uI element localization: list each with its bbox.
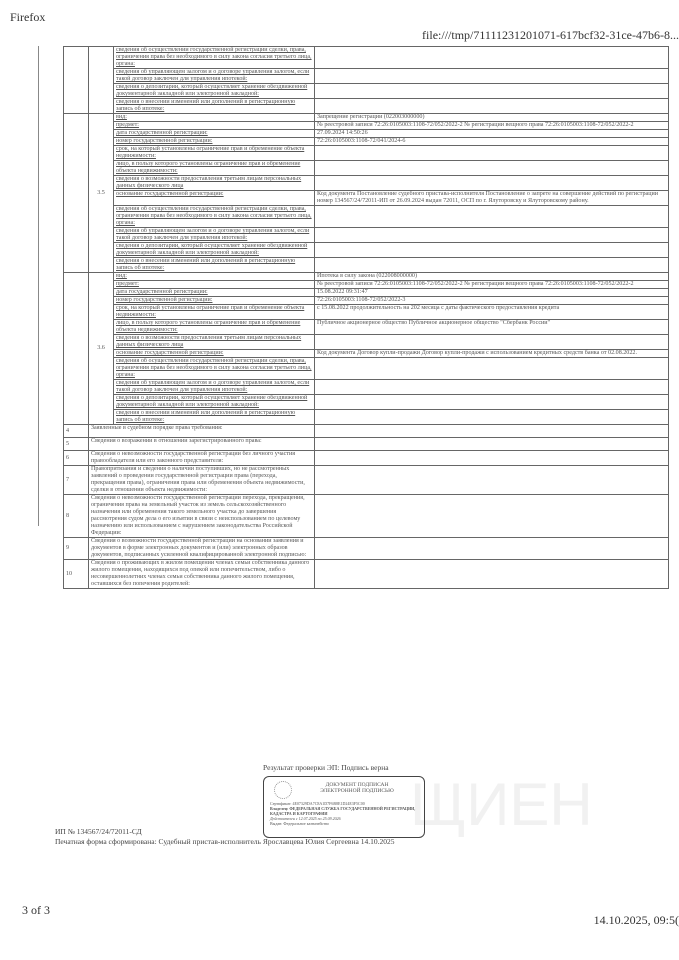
section-number xyxy=(64,114,89,273)
section-label: Сведения о невозможности государственной регистрации перехода, прекращения, ограничения права на земельный участок из земель сельскохозяйственного назначения или обременения такого земельного участка до завершения рассмотрения судом дела о его изъятии в связи с неиспользованием по целевому назначению или использованием с нарушением законодательства Российской Федерации: xyxy=(89,495,315,538)
row-value xyxy=(315,84,669,99)
row-value xyxy=(315,69,669,84)
e-signature-stamp xyxy=(263,776,425,838)
table-row xyxy=(64,538,669,560)
row-label: лицо, в пользу которого установлены ограничение прав и обременение объекта недвижимости: xyxy=(114,320,315,335)
section-value xyxy=(315,495,669,538)
row-value: 27.09.2024 14:50:26 xyxy=(315,130,669,138)
table-row xyxy=(64,191,669,206)
row-label: сведения о внесении изменений или дополнений в регистрационную запись об ипотеке: xyxy=(114,258,315,273)
table-row xyxy=(64,99,669,114)
section-number: 6 xyxy=(64,451,89,466)
signature-check-result: Результат проверки ЭП: Подпись верна xyxy=(263,763,389,772)
table-row xyxy=(64,358,669,380)
emblem-icon xyxy=(274,781,292,799)
table-row xyxy=(64,289,669,297)
stamp-line: Сертификат: 4E07329DA7C8A1D7F6B8E1D24E3F5C00 xyxy=(270,801,365,806)
page-counter: 3 of 3 xyxy=(22,903,50,917)
row-value: № реестровой записи 72:26:0105003:1108-72/052/2022-2 № регистрации вещного права 72:26:0105003:1108-72/052/2022-2 xyxy=(315,122,669,130)
row-value xyxy=(315,258,669,273)
row-label: сведения о возможности предоставления третьим лицам персональных данных физического лица xyxy=(114,176,315,191)
table-row xyxy=(64,47,669,69)
section-value xyxy=(315,538,669,560)
row-value: № реестровой записи 72:26:0105003:1108-72/052/2022-2 № регистрации вещного права 72:26:0105003:1108-72/052/2022-2 xyxy=(315,281,669,289)
table-row xyxy=(64,228,669,243)
table-row xyxy=(64,258,669,273)
stamp-title: ДОКУМЕНТ ПОДПИСАН ЭЛЕКТРОННОЙ ПОДПИСЬЮ xyxy=(320,782,394,794)
row-value: Код документа Договор купли-продажи Договор купли-продажи с использованием кредитных средств банка от 02.08.2022. xyxy=(315,350,669,358)
section-number: 9 xyxy=(64,538,89,560)
row-value xyxy=(315,176,669,191)
row-value xyxy=(315,410,669,425)
table-row xyxy=(64,297,669,305)
row-value: 72:26:0105003:1108-72/052/2022-3 xyxy=(315,297,669,305)
table-row xyxy=(64,410,669,425)
section-number xyxy=(64,273,89,425)
row-value xyxy=(315,358,669,380)
row-value xyxy=(315,335,669,350)
row-value xyxy=(315,161,669,176)
print-datetime: 14.10.2025, 09:5( xyxy=(593,913,679,927)
subsection-number xyxy=(89,47,114,114)
section-value xyxy=(315,560,669,589)
table-row xyxy=(64,466,669,495)
enforcement-number: ИП № 134567/24/72011-СД xyxy=(55,827,142,836)
row-label: сведения об осуществлении государственной регистрации сделки, права, ограничения права без необходимого в силу закона согласия третьего лица, органа: xyxy=(114,206,315,228)
table-row xyxy=(64,273,669,281)
table-row xyxy=(64,495,669,538)
row-label: сведения о депозитарии, который осуществляет хранение обездвиженной документарной закладной или электронной закладной: xyxy=(114,243,315,258)
row-value xyxy=(315,47,669,69)
row-label: дата государственной регистрации: xyxy=(114,289,315,297)
section-number: 4 xyxy=(64,425,89,438)
row-label: сведения об осуществлении государственной регистрации сделки, права, ограничения права без необходимого в силу закона согласия третьего лица, органа: xyxy=(114,47,315,69)
row-label: вид: xyxy=(114,114,315,122)
row-label: основание государственной регистрации: xyxy=(114,191,315,206)
table-row xyxy=(64,176,669,191)
row-label: основание государственной регистрации: xyxy=(114,350,315,358)
table-row xyxy=(64,305,669,320)
page-url: file:///tmp/71111231201071-617bcf32-31ce-47b6-8... xyxy=(422,28,679,42)
section-number: 5 xyxy=(64,438,89,451)
browser-title: Firefox xyxy=(10,10,46,24)
subsection-number: 3.5 xyxy=(89,114,114,273)
section-value xyxy=(315,466,669,495)
table-row xyxy=(64,560,669,589)
row-value: 72:26:0105003:1108-72/041/2024-6 xyxy=(315,138,669,146)
subsection-number: 3.6 xyxy=(89,273,114,425)
table-row xyxy=(64,281,669,289)
table-row xyxy=(64,84,669,99)
watermark: ЩИЕН xyxy=(410,771,593,838)
row-value xyxy=(315,380,669,395)
row-label: предмет: xyxy=(114,122,315,130)
row-label: вид: xyxy=(114,273,315,281)
table-row xyxy=(64,138,669,146)
row-value: Код документа Постановление судебного пристава-исполнителя Постановление о запрете на совершение действий по регистрации номер 134567/24/72011-ИП от 26.09.2024 выдан 72011, ОСП по г. Ялуторовску и Ялуторовскому району. xyxy=(315,191,669,206)
stamp-line: Действителен с 12.07.2025 по 25.09.2026 xyxy=(270,816,341,821)
row-label: сведения об осуществлении государственной регистрации сделки, права, ограничения права без необходимого в силу закона согласия третьего лица, органа: xyxy=(114,358,315,380)
section-label: Сведения о невозможности государственной регистрации без личного участия правообладателя или его законного представителя: xyxy=(89,451,315,466)
row-value xyxy=(315,243,669,258)
row-label: номер государственной регистрации: xyxy=(114,297,315,305)
table-row xyxy=(64,395,669,410)
row-label: сведения о внесении изменений или дополнений в регистрационную запись об ипотеке: xyxy=(114,410,315,425)
row-label: сведения о возможности предоставления третьим лицам персональных данных физического лица xyxy=(114,335,315,350)
encumbrance-table xyxy=(63,46,669,589)
table-row xyxy=(64,130,669,138)
row-label: сведения об управляющем залогом и о договоре управления залогом, если такой договор заключен для управления ипотекой: xyxy=(114,380,315,395)
table-row xyxy=(64,425,669,438)
table-row xyxy=(64,122,669,130)
row-label: предмет: xyxy=(114,281,315,289)
row-label: срок, на который установлены ограничение прав и обременение объекта недвижимости: xyxy=(114,146,315,161)
row-label: дата государственной регистрации: xyxy=(114,130,315,138)
table-row xyxy=(64,335,669,350)
row-value xyxy=(315,206,669,228)
row-value: Запрещение регистрации (022003000000) xyxy=(315,114,669,122)
row-value: Ипотека в силу закона (022008000000) xyxy=(315,273,669,281)
table-row xyxy=(64,161,669,176)
table-row xyxy=(64,380,669,395)
row-value xyxy=(315,146,669,161)
section-number: 10 xyxy=(64,560,89,589)
section-label: Сведения о проживающих в жилом помещении членах семьи собственника данного жилого помещения, находящихся под опекой или попечительством, либо о несовершеннолетних членах семьи собственника данного жилого помещения, оставшихся без попечения родителей: xyxy=(89,560,315,589)
section-number xyxy=(64,47,89,114)
table-row xyxy=(64,438,669,451)
section-label: Заявленные в судебном порядке права требования: xyxy=(89,425,315,438)
table-row xyxy=(64,320,669,335)
printed-by: Печатная форма сформирована: Судебный пристав-исполнитель Ярославцева Юлия Сергеевна 14.10.2025 xyxy=(55,837,395,846)
section-number: 8 xyxy=(64,495,89,538)
row-label: лицо, в пользу которого установлены ограничение прав и обременение объекта недвижимости: xyxy=(114,161,315,176)
row-label: сведения о депозитарии, который осуществляет хранение обездвиженной документарной закладной или электронной закладной: xyxy=(114,84,315,99)
row-value: 15.08.2022 09:31:47 xyxy=(315,289,669,297)
row-label: сведения о внесении изменений или дополнений в регистрационную запись об ипотеке: xyxy=(114,99,315,114)
section-value xyxy=(315,425,669,438)
section-value xyxy=(315,438,669,451)
table-row xyxy=(64,350,669,358)
row-value xyxy=(315,228,669,243)
table-row xyxy=(64,69,669,84)
section-value xyxy=(315,451,669,466)
table-row xyxy=(64,206,669,228)
row-label: сведения о депозитарии, который осуществляет хранение обездвиженной документарной закладной или электронной закладной: xyxy=(114,395,315,410)
table-row xyxy=(64,114,669,122)
scan-margin-line xyxy=(38,46,39,526)
row-value: Публичное акционерное общество Публичное акционерное общество "Сбербанк России" xyxy=(315,320,669,335)
section-label: Правопритязания и сведения о наличии поступивших, но не рассмотренных заявлений о проведении государственной регистрации права (перехода, прекращения права), ограничения права или обременения объекта недвижимости, сделки в отношении объекта недвижимости: xyxy=(89,466,315,495)
table-row xyxy=(64,146,669,161)
section-number: 7 xyxy=(64,466,89,495)
row-label: номер государственной регистрации: xyxy=(114,138,315,146)
encumbrance-table-container xyxy=(63,46,669,589)
row-value: с 15.08.2022 продолжительность на 202 месяца с даты фактического предоставления кредита xyxy=(315,305,669,320)
stamp-line: Выдан: Федеральное казначейство xyxy=(270,821,330,826)
table-row xyxy=(64,243,669,258)
section-label: Сведения о возражении в отношении зарегистрированного права: xyxy=(89,438,315,451)
table-row xyxy=(64,451,669,466)
stamp-line: Владелец: ФЕДЕРАЛЬНАЯ СЛУЖБА ГОСУДАРСТВЕННОЙ РЕГИСТРАЦИИ, КАДАСТРА И КАРТОГРАФИИ xyxy=(270,806,416,816)
row-value xyxy=(315,395,669,410)
section-label: Сведения о возможности государственной регистрации на основании заявления и документов в форме электронных документов и (или) электронных образов документов, подписанных усиленной квалифицированной электронной подписью: xyxy=(89,538,315,560)
row-label: срок, на который установлены ограничение прав и обременение объекта недвижимости: xyxy=(114,305,315,320)
row-label: сведения об управляющем залогом и о договоре управления залогом, если такой договор заключен для управления ипотекой: xyxy=(114,69,315,84)
row-value xyxy=(315,99,669,114)
row-label: сведения об управляющем залогом и о договоре управления залогом, если такой договор заключен для управления ипотекой: xyxy=(114,228,315,243)
